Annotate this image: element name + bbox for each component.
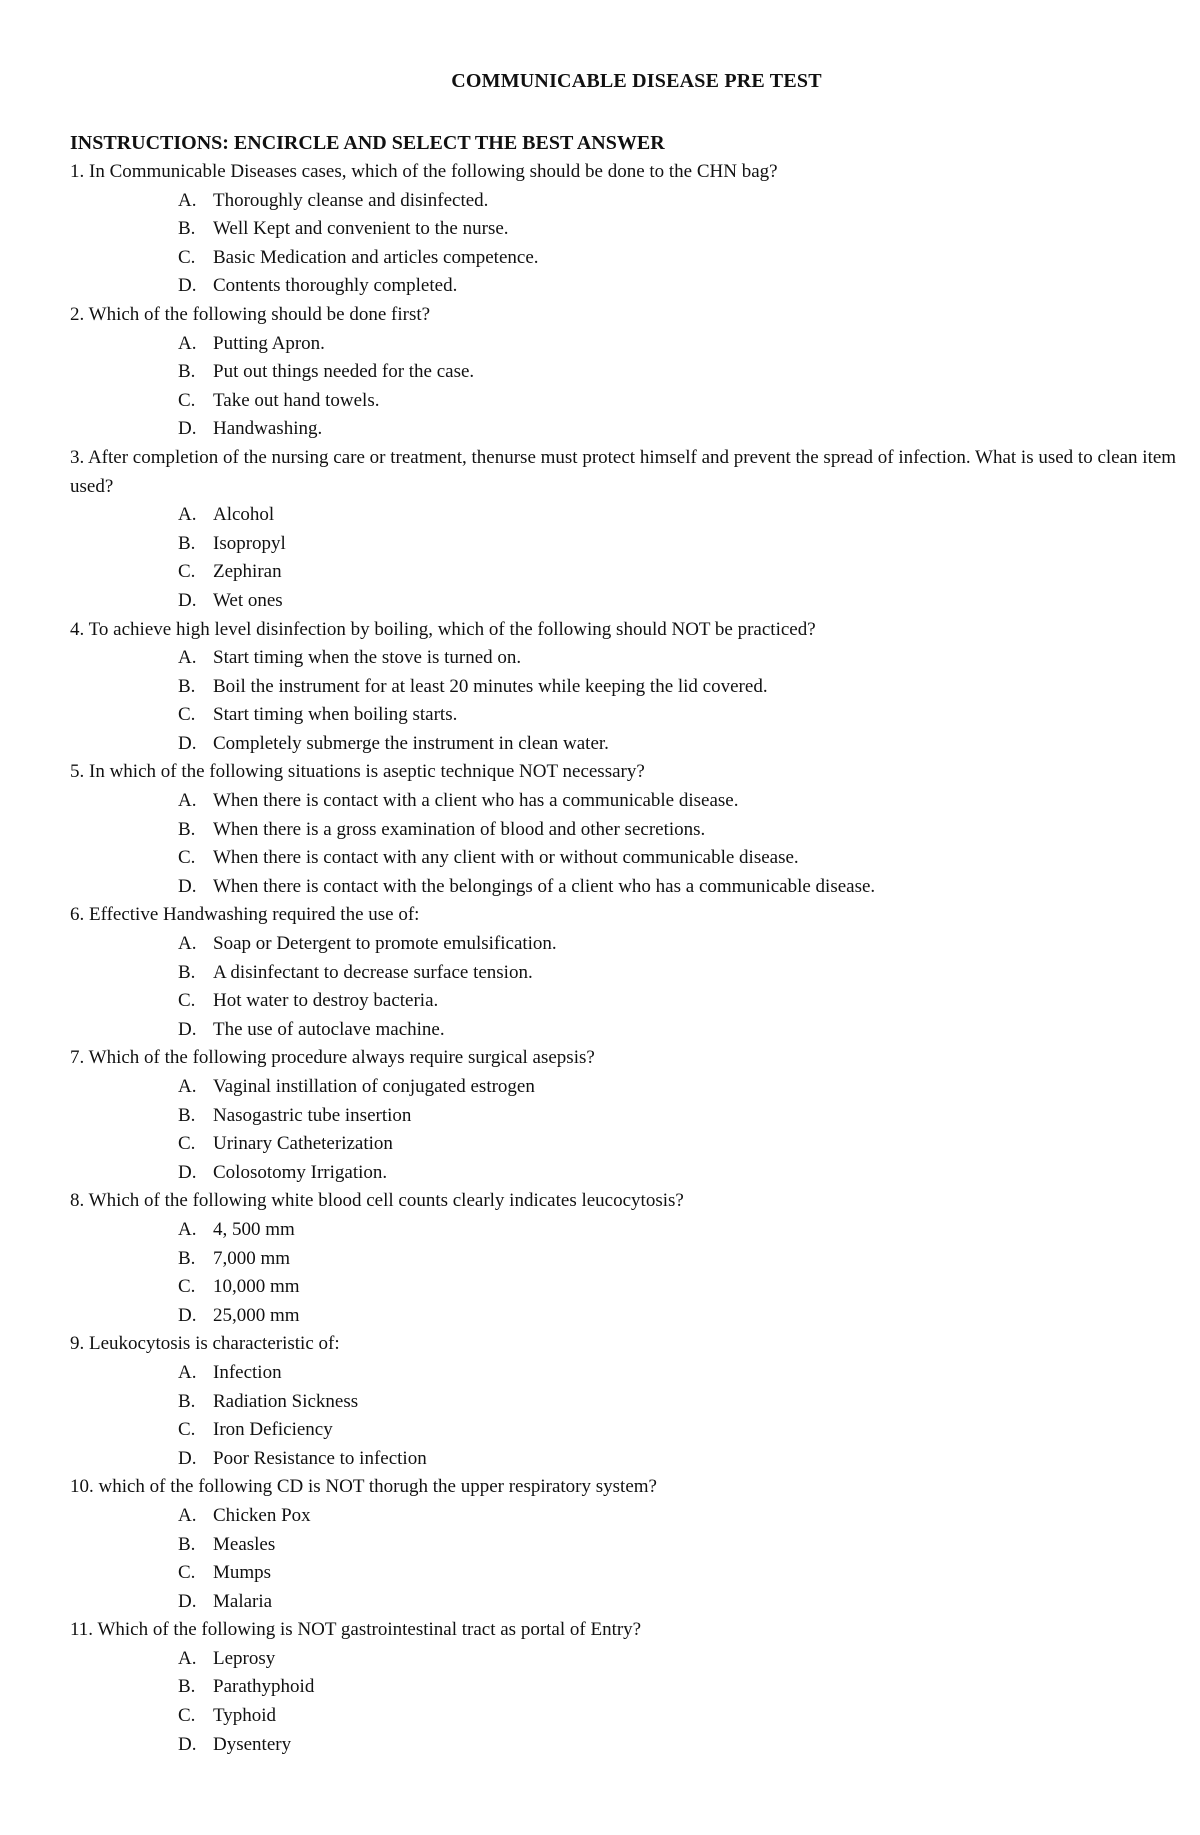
- answer-option[interactable]: [70, 1559, 1180, 1588]
- option-letter: B.: [178, 1533, 196, 1555]
- question-list: [70, 158, 1180, 1759]
- option-text: Chicken Pox: [213, 1504, 311, 1526]
- answer-option[interactable]: [70, 1016, 1180, 1045]
- option-text: Well Kept and convenient to the nurse.: [213, 218, 509, 240]
- option-letter: B.: [178, 218, 196, 240]
- option-letter: C.: [178, 1705, 196, 1727]
- option-text: When there is contact with a client who has a communicable disease.: [213, 790, 739, 812]
- option-letter: A.: [178, 504, 197, 526]
- question-2: [70, 301, 1180, 444]
- answer-option[interactable]: [70, 873, 1180, 902]
- option-letter: C.: [178, 1276, 196, 1298]
- option-letter: A.: [178, 1361, 197, 1383]
- option-text: Leprosy: [213, 1647, 276, 1669]
- option-text: Wet ones: [213, 589, 283, 611]
- option-text: Soap or Detergent to promote emulsification.: [213, 933, 557, 955]
- option-text: When there is a gross examination of blood and other secretions.: [213, 818, 706, 840]
- answer-option[interactable]: [70, 816, 1180, 845]
- option-text: When there is contact with the belongings of a client who has a communicable disease.: [213, 875, 876, 897]
- option-text: 10,000 mm: [213, 1276, 300, 1298]
- option-text: Putting Apron.: [213, 332, 325, 354]
- answer-option[interactable]: [70, 1245, 1180, 1274]
- answer-option[interactable]: [70, 1531, 1180, 1560]
- option-letter: D.: [178, 418, 197, 440]
- option-text: Basic Medication and articles competence.: [213, 246, 539, 268]
- option-letter: A.: [178, 1647, 197, 1669]
- answer-option[interactable]: [70, 358, 1180, 387]
- option-text: Start timing when the stove is turned on.: [213, 647, 522, 669]
- answer-option[interactable]: [70, 787, 1180, 816]
- answer-option[interactable]: [70, 1502, 1180, 1531]
- option-text: Colosotomy Irrigation.: [213, 1161, 388, 1183]
- answer-option[interactable]: [70, 558, 1180, 587]
- option-text: Vaginal instillation of conjugated estrogen: [213, 1076, 535, 1097]
- test-content: [70, 128, 1180, 1759]
- option-text: Urinary Catheterization: [213, 1133, 393, 1155]
- answer-option[interactable]: [70, 1645, 1180, 1674]
- option-letter: C.: [178, 847, 196, 869]
- option-text: Start timing when boiling starts.: [213, 704, 458, 726]
- option-letter: D.: [178, 732, 197, 754]
- option-text: Parathyphoid: [213, 1676, 315, 1698]
- answer-option[interactable]: [70, 1445, 1180, 1474]
- option-text: Dysentery: [213, 1733, 292, 1755]
- question-text: 5. In which of the following situations is aseptic technique NOT necessary?: [70, 761, 645, 783]
- answer-option[interactable]: [70, 1130, 1180, 1159]
- option-text: Typhoid: [213, 1705, 277, 1727]
- question-text: 11. Which of the following is NOT gastrointestinal tract as portal of Entry?: [70, 1619, 642, 1641]
- answer-option[interactable]: [70, 387, 1180, 416]
- option-text: Isopropyl: [213, 532, 286, 554]
- question-1: [70, 158, 1180, 301]
- answer-option[interactable]: [70, 1416, 1180, 1445]
- question-7: [70, 1044, 1180, 1187]
- question-text: 2. Which of the following should be done first?: [70, 303, 431, 325]
- option-text: Hot water to destroy bacteria.: [213, 990, 439, 1012]
- option-letter: C.: [178, 1562, 196, 1584]
- option-text: Measles: [213, 1533, 276, 1555]
- option-text: Contents thoroughly completed.: [213, 275, 458, 297]
- option-letter: D.: [178, 1304, 197, 1326]
- option-text: Boil the instrument for at least 20 minutes while keeping the lid covered.: [213, 675, 768, 697]
- question-text: 4. To achieve high level disinfection by boiling, which of the following should NOT be practiced?: [70, 618, 816, 640]
- question-8: [70, 1187, 1180, 1330]
- question-9: [70, 1330, 1180, 1473]
- option-text: A disinfectant to decrease surface tension.: [213, 961, 533, 983]
- answer-option[interactable]: [70, 1588, 1180, 1617]
- answer-option[interactable]: [70, 644, 1180, 673]
- question-6: [70, 901, 1180, 1044]
- answer-option[interactable]: [70, 1302, 1180, 1331]
- question-text: 3. After completion of the nursing care or treatment, thenurse must protect himself and prevent the spread of infection. What is used to clean item used?: [70, 446, 1177, 497]
- option-letter: A.: [178, 647, 197, 669]
- option-text: Completely submerge the instrument in clean water.: [213, 732, 609, 754]
- option-text: Alcohol: [213, 504, 275, 526]
- option-letter: D.: [178, 1733, 197, 1755]
- option-text: Infection: [213, 1361, 282, 1383]
- answer-option[interactable]: [70, 501, 1180, 530]
- answer-option[interactable]: [70, 959, 1180, 988]
- question-text: 8. Which of the following white blood cell counts clearly indicates leucocytosis?: [70, 1190, 684, 1212]
- option-letter: B.: [178, 818, 196, 840]
- option-letter: C.: [178, 704, 196, 726]
- question-text: 7. Which of the following procedure always require surgical asepsis?: [70, 1047, 595, 1069]
- answer-option[interactable]: [70, 415, 1180, 444]
- option-letter: D.: [178, 275, 197, 297]
- option-letter: C.: [178, 1419, 196, 1441]
- answer-option[interactable]: [70, 987, 1180, 1016]
- option-text: Mumps: [213, 1562, 272, 1584]
- answer-option[interactable]: [70, 1359, 1180, 1388]
- answer-option[interactable]: [70, 330, 1180, 359]
- option-letter: A.: [178, 189, 197, 211]
- option-letter: A.: [178, 1076, 197, 1097]
- answer-option[interactable]: [70, 187, 1180, 216]
- option-letter: B.: [178, 1247, 196, 1269]
- option-letter: B.: [178, 961, 196, 983]
- option-text: The use of autoclave machine.: [213, 1018, 445, 1040]
- option-text: Malaria: [213, 1590, 273, 1612]
- answer-option[interactable]: [70, 1102, 1180, 1131]
- option-letter: A.: [178, 1504, 197, 1526]
- answer-option[interactable]: [70, 844, 1180, 873]
- answer-option[interactable]: [70, 673, 1180, 702]
- option-text: Handwashing.: [213, 418, 323, 440]
- page-title: COMMUNICABLE DISEASE PRE TEST: [451, 70, 822, 92]
- option-letter: D.: [178, 875, 197, 897]
- answer-option[interactable]: [70, 1073, 1180, 1102]
- answer-option[interactable]: [70, 730, 1180, 759]
- option-letter: C.: [178, 389, 196, 411]
- option-text: 25,000 mm: [213, 1304, 300, 1326]
- option-text: Take out hand towels.: [213, 389, 380, 411]
- option-letter: D.: [178, 589, 197, 611]
- answer-option[interactable]: [70, 930, 1180, 959]
- answer-option[interactable]: [70, 1159, 1180, 1188]
- question-text: 9. Leukocytosis is characteristic of:: [70, 1333, 340, 1355]
- option-text: When there is contact with any client with or without communicable disease.: [213, 847, 799, 869]
- option-letter: A.: [178, 332, 197, 354]
- answer-option[interactable]: [70, 1388, 1180, 1417]
- option-text: 4, 500 mm: [213, 1218, 295, 1240]
- answer-option[interactable]: [70, 1731, 1180, 1760]
- option-letter: C.: [178, 990, 196, 1012]
- answer-option[interactable]: [70, 272, 1180, 301]
- answer-option[interactable]: [70, 701, 1180, 730]
- question-11: [70, 1616, 1180, 1759]
- option-letter: B.: [178, 1676, 196, 1698]
- option-letter: A.: [178, 933, 197, 955]
- option-letter: A.: [178, 790, 197, 812]
- instructions: INSTRUCTIONS: ENCIRCLE AND SELECT THE BEST ANSWER: [70, 132, 665, 154]
- option-letter: B.: [178, 1390, 196, 1412]
- option-text: Iron Deficiency: [213, 1419, 333, 1441]
- option-letter: A.: [178, 1218, 197, 1240]
- answer-option[interactable]: [70, 1216, 1180, 1245]
- option-text: Radiation Sickness: [213, 1390, 359, 1412]
- question-text: 6. Effective Handwashing required the use of:: [70, 904, 420, 926]
- option-letter: B.: [178, 361, 196, 383]
- option-letter: C.: [178, 1133, 196, 1155]
- option-letter: D.: [178, 1590, 197, 1612]
- answer-option[interactable]: [70, 587, 1180, 616]
- answer-option[interactable]: [70, 530, 1180, 559]
- answer-option[interactable]: [70, 1702, 1180, 1731]
- answer-option[interactable]: [70, 215, 1180, 244]
- question-4: [70, 616, 1180, 759]
- question-10: [70, 1473, 1180, 1616]
- option-letter: C.: [178, 246, 196, 268]
- option-text: Nasogastric tube insertion: [213, 1104, 412, 1126]
- option-letter: B.: [178, 532, 196, 554]
- option-letter: C.: [178, 561, 196, 583]
- question-5: [70, 758, 1180, 901]
- option-text: Zephiran: [213, 561, 282, 583]
- option-letter: D.: [178, 1018, 197, 1040]
- option-text: Poor Resistance to infection: [213, 1447, 427, 1469]
- question-text: 10. which of the following CD is NOT thorugh the upper respiratory system?: [70, 1476, 657, 1498]
- option-text: 7,000 mm: [213, 1247, 291, 1269]
- answer-option[interactable]: [70, 244, 1180, 273]
- answer-option[interactable]: [70, 1673, 1180, 1702]
- option-letter: D.: [178, 1161, 197, 1183]
- question-text: 1. In Communicable Diseases cases, which of the following should be done to the CHN bag?: [70, 161, 778, 182]
- question-3: [70, 444, 1180, 616]
- option-text: Thoroughly cleanse and disinfected.: [213, 189, 489, 211]
- answer-option[interactable]: [70, 1273, 1180, 1302]
- option-letter: D.: [178, 1447, 197, 1469]
- option-letter: B.: [178, 675, 196, 697]
- option-letter: B.: [178, 1104, 196, 1126]
- option-text: Put out things needed for the case.: [213, 361, 475, 383]
